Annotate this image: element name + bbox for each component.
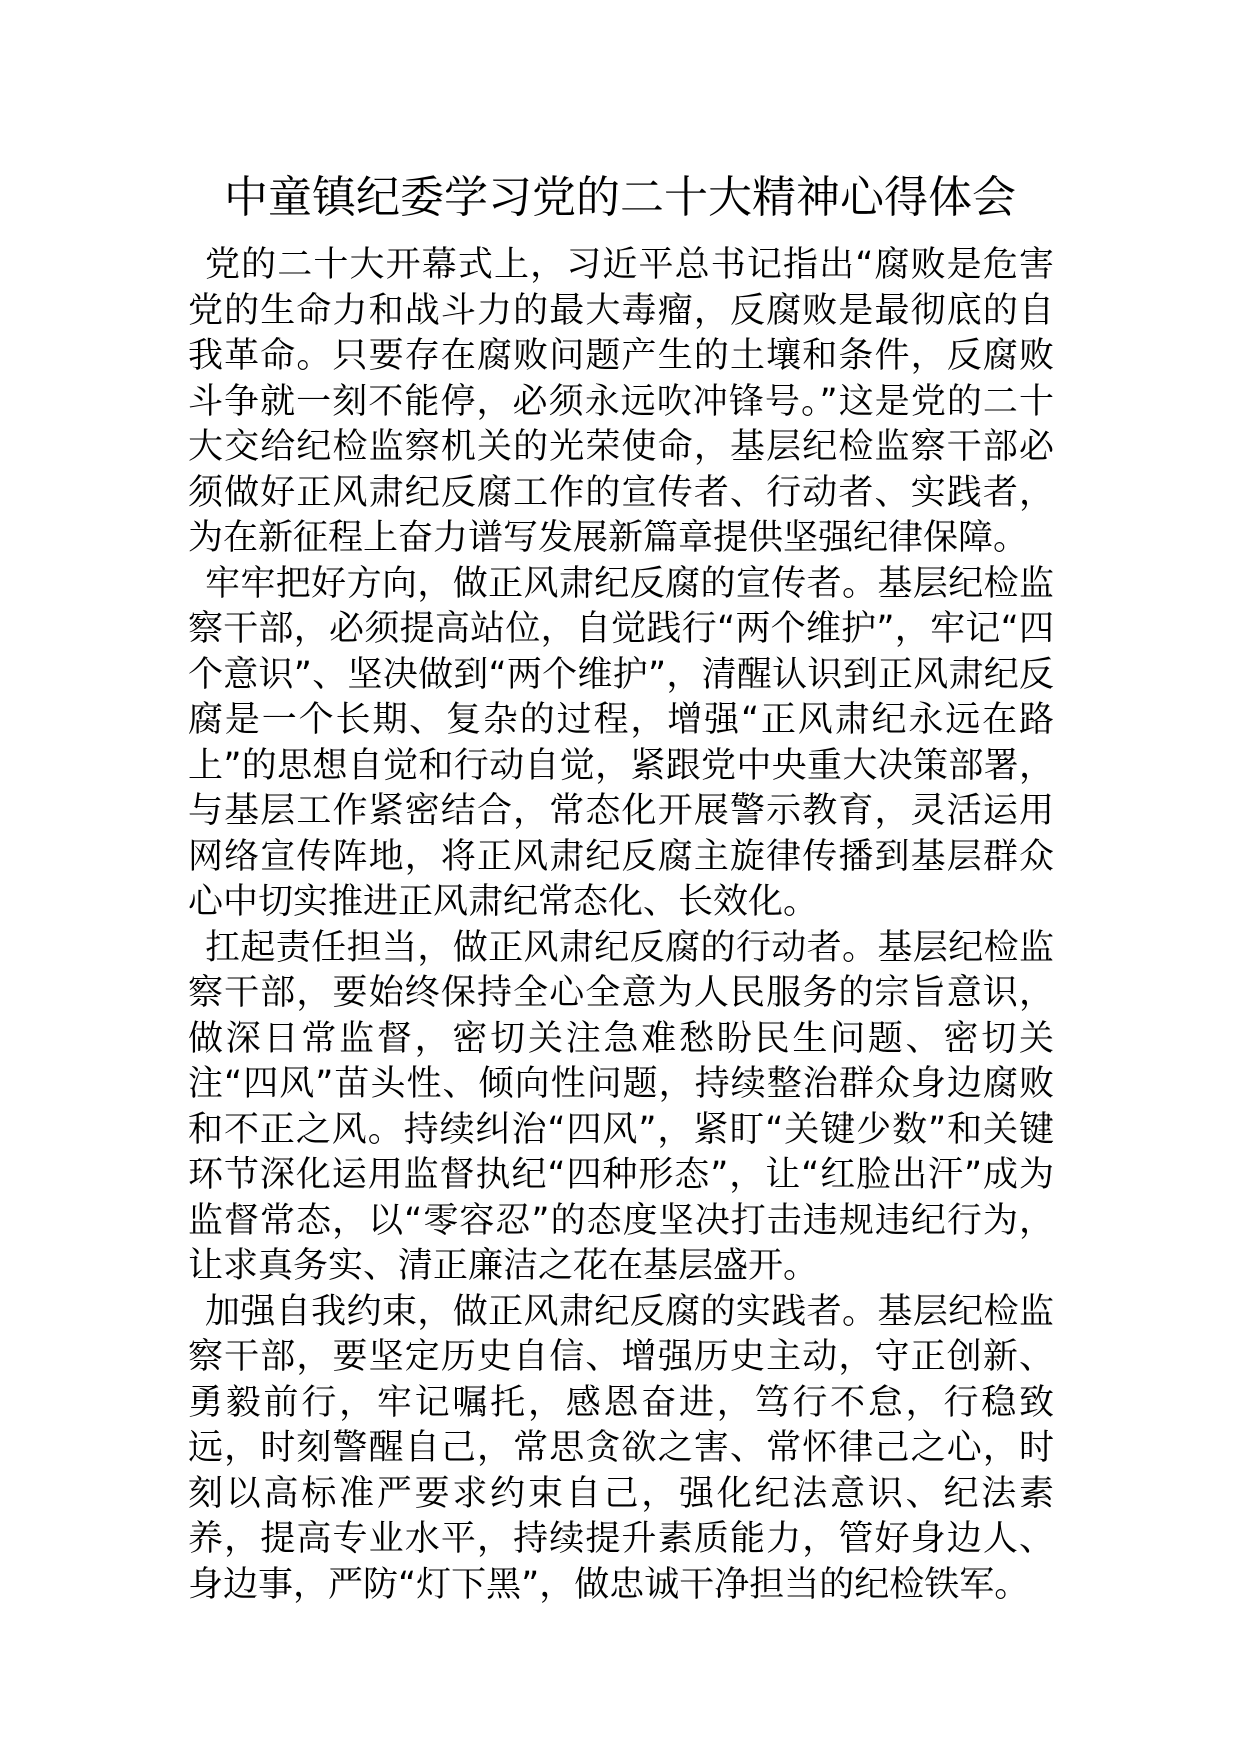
paragraph-intro: 党的二十大开幕式上，习近平总书记指出“腐败是危害党的生命力和战斗力的最大毒瘤，反腐败是最彻底的自我革命。只要存在腐败问题产生的土壤和条件，反腐败斗争就一刻不能停，必须永远吹冲锋号。”这是党的二十大交给纪检监察机关的光荣使命，基层纪检监察干部必须做好正风肃纪反腐工作的宣传者、行动者、实践者，为在新征程上奋力谱写发展新篇章提供坚强纪律保障。 xyxy=(188,245,1054,558)
paragraph-actor: 扛起责任担当，做正风肃纪反腐的行动者。基层纪检监察干部，要始终保持全心全意为人民服务的宗旨意识，做深日常监督，密切关注急难愁盼民生问题、密切关注“四风”苗头性、倾向性问题，持续整治群众身边腐败和不正之风。持续纠治“四风”，紧盯“关键少数”和关键环节深化运用监督执纪“四种形态”，让“红脸出汗”成为监督常态，以“零容忍”的态度坚决打击违规违纪行为，让求真务实、清正廉洁之花在基层盛开。 xyxy=(188,927,1054,1286)
document-body xyxy=(188,243,1054,1608)
document-title: 中童镇纪委学习党的二十大精神心得体会 xyxy=(224,172,1016,223)
paragraph-practitioner: 加强自我约束，做正风肃纪反腐的实践者。基层纪检监察干部，要坚定历史自信、增强历史主动，守正创新、勇毅前行，牢记嘱托，感恩奋进，笃行不怠，行稳致远，时刻警醒自己，常思贪欲之害、常怀律己之心，时刻以高标准严要求约束自己，强化纪法意识、纪法素养，提高专业水平，持续提升素质能力，管好身边人、身边事，严防“灯下黑”，做忠诚干净担当的纪检铁军。 xyxy=(188,1291,1054,1605)
paragraph-propagandist: 牢牢把好方向，做正风肃纪反腐的宣传者。基层纪检监察干部，必须提高站位，自觉践行“两个维护”，牢记“四个意识”、坚决做到“两个维护”，清醒认识到正风肃纪反腐是一个长期、复杂的过程，增强“正风肃纪永远在路上”的思想自觉和行动自觉，紧跟党中央重大决策部署，与基层工作紧密结合，常态化开展警示教育，灵活运用网络宣传阵地，将正风肃纪反腐主旋律传播到基层群众心中切实推进正风肃纪常态化、长效化。 xyxy=(188,563,1054,922)
